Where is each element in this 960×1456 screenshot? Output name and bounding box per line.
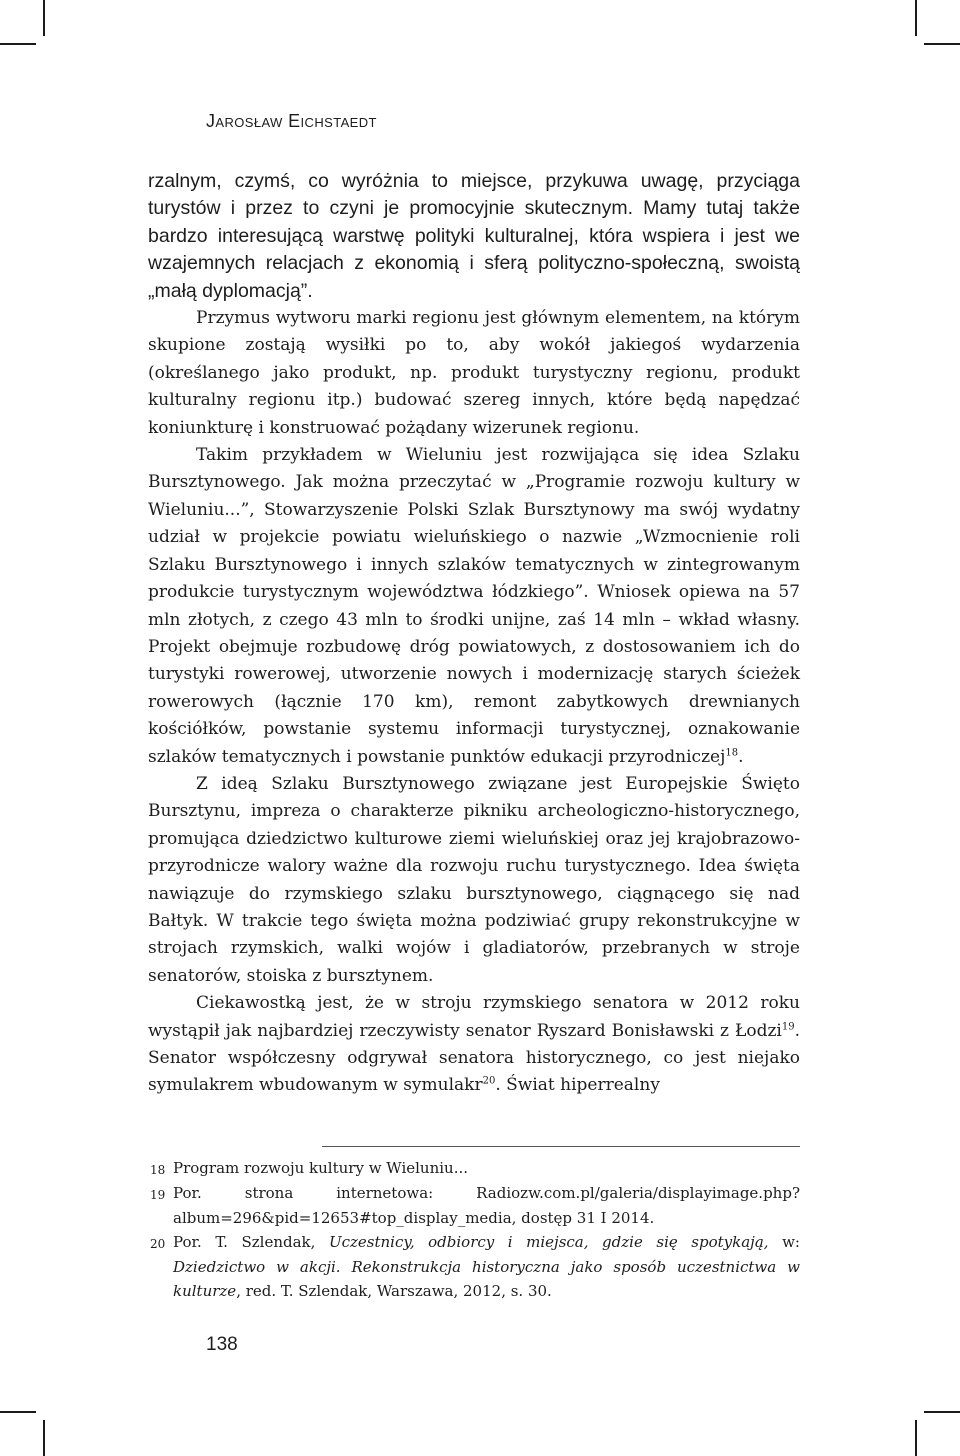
footnote-rule — [322, 1146, 800, 1147]
footnote-19 — [150, 1181, 800, 1230]
footnote-text-b: w: — [768, 1233, 800, 1251]
paragraph-5-part3: . Świat hiperrealny — [495, 1075, 660, 1096]
crop-mark — [0, 1411, 36, 1413]
footnote-title-a: Uczestnicy, odbiorcy i miejsca, gdzie się spotykają, — [328, 1233, 769, 1251]
footnote-text-c: , red. T. Szlendak, Warszawa, 2012, s. 30. — [236, 1282, 552, 1300]
crop-mark — [915, 1420, 917, 1456]
paragraph-5 — [148, 990, 800, 1100]
paragraph-4: Z ideą Szlaku Bursztynowego związane jest Europejskie Święto Bursztynu, impreza o charakterze pikniku archeologiczno-historycznego, promująca dziedzictwo kulturowe ziemi wieluńskiej oraz jej krajobrazowo-przyrodnicze walory ważne dla rozwoju ruchu turystycznego. Idea święta nawiązuje do rzymskiego szlaku bursztynowego, ciągnącego się nad Bałtyk. W trakcie tego święta można podziwiać grupy rekonstrukcyjne w strojach rzymskich, walki wojów i gladiatorów, przebranych w stroje senatorów, stoiska z bursztynem. — [148, 773, 800, 986]
crop-mark — [0, 43, 36, 45]
footnote-text: Program rozwoju kultury w Wieluniu... — [173, 1159, 469, 1177]
footnote-number: 20 — [150, 1237, 166, 1251]
footnote-text-a: Por. T. Szlendak, — [173, 1233, 329, 1251]
footnote-title-b: Dziedzictwo w akcji. Rekonstrukcja historyczna jako sposób uczestnictwa w kulturze — [173, 1257, 800, 1300]
footnote-ref-18[interactable]: 18 — [725, 746, 739, 758]
crop-mark — [43, 0, 45, 36]
crop-mark — [924, 43, 960, 45]
footnote-18 — [150, 1156, 800, 1181]
paragraph-3-end: . — [738, 746, 744, 767]
paragraph-3-text: Takim przykładem w Wieluniu jest rozwijająca się idea Szlaku Bursztynowego. Jak można przeczytać w „Programie rozwoju kultury w Wieluniu...”, Stowarzyszenie Polski Szlak Bursztynowy ma swój wydatny udział w projekcie powiatu wieluńskiego o nazwie „Wzmocnienie roli Szlaku Bursztynowego i innych szlaków tematycznych w zintegrowanym produkcie turystycznym województwa łódzkiego”. Wniosek opiewa na 57 mln złotych, z czego 43 mln to środki unijne, zaś 14 mln – wkład własny. Projekt obejmuje rozbudowę dróg powiatowych, z dostosowaniem ich do turystyki rowerowej, utworzenie nowych i modernizację starych ścieżek rowerowych (łącznie 170 km), remont zabytkowych drewnianych kościółków, powstanie systemu informacji turystycznej, oznakowanie szlaków tematycznych i powstanie punktów edukacji przyrodniczej — [148, 445, 800, 767]
footnote-text: Por. strona internetowa: Radiozw.com.pl/galeria/displayimage.php?album=296&pid=12653#top_display_media, dostęp 31 I 2014. — [173, 1184, 800, 1227]
paragraph-5-part1: Ciekawostką jest, że w stroju rzymskiego senatora w 2012 roku wystąpił jak najbardziej rzeczywisty senator Ryszard Bonisławski z Łodzi — [148, 993, 800, 1041]
footnote-text — [173, 1230, 800, 1304]
running-header: Jarosław Eichstaedt — [206, 111, 377, 131]
footnote-number: 19 — [150, 1188, 166, 1202]
crop-mark — [43, 1420, 45, 1456]
footnote-number: 18 — [150, 1163, 166, 1177]
paragraph-2: Przymus wytworu marki regionu jest głównym elementem, na którym skupione zostają wysiłki po to, aby wokół jakiegoś wydarzenia (określanego jako produkt, np. produkt turystyczny regionu, produkt kulturalny regionu itp.) budować szereg innych, które będą napędzać koniunkturę i konstruować pożądany wizerunek regionu. — [148, 308, 800, 438]
body-text — [148, 168, 800, 1100]
footnote-20 — [150, 1230, 800, 1304]
page-number: 138 — [206, 1334, 238, 1355]
footnote-ref-20[interactable]: 20 — [482, 1075, 496, 1087]
crop-mark — [915, 0, 917, 36]
paragraph-3 — [148, 442, 800, 771]
paragraph-1: rzalnym, czymś, co wyróżnia to miejsce, przykuwa uwagę, przyciąga turystów i przez to czyni je promocyjnie skutecznym. Mamy tutaj także bardzo interesującą warstwę polityki kulturalnej, która wspiera i jest we wzajemnych relacjach z ekonomią i sferą polityczno-społeczną, swoistą „małą dyplomacją”. — [148, 170, 800, 302]
footnote-ref-19[interactable]: 19 — [781, 1020, 795, 1032]
paragraph-5-part2: . Senator współczesny odgrywał senatora historycznego, co jest niejako symulakrem wbudowanym w symulakr — [148, 1020, 800, 1096]
crop-mark — [924, 1411, 960, 1413]
